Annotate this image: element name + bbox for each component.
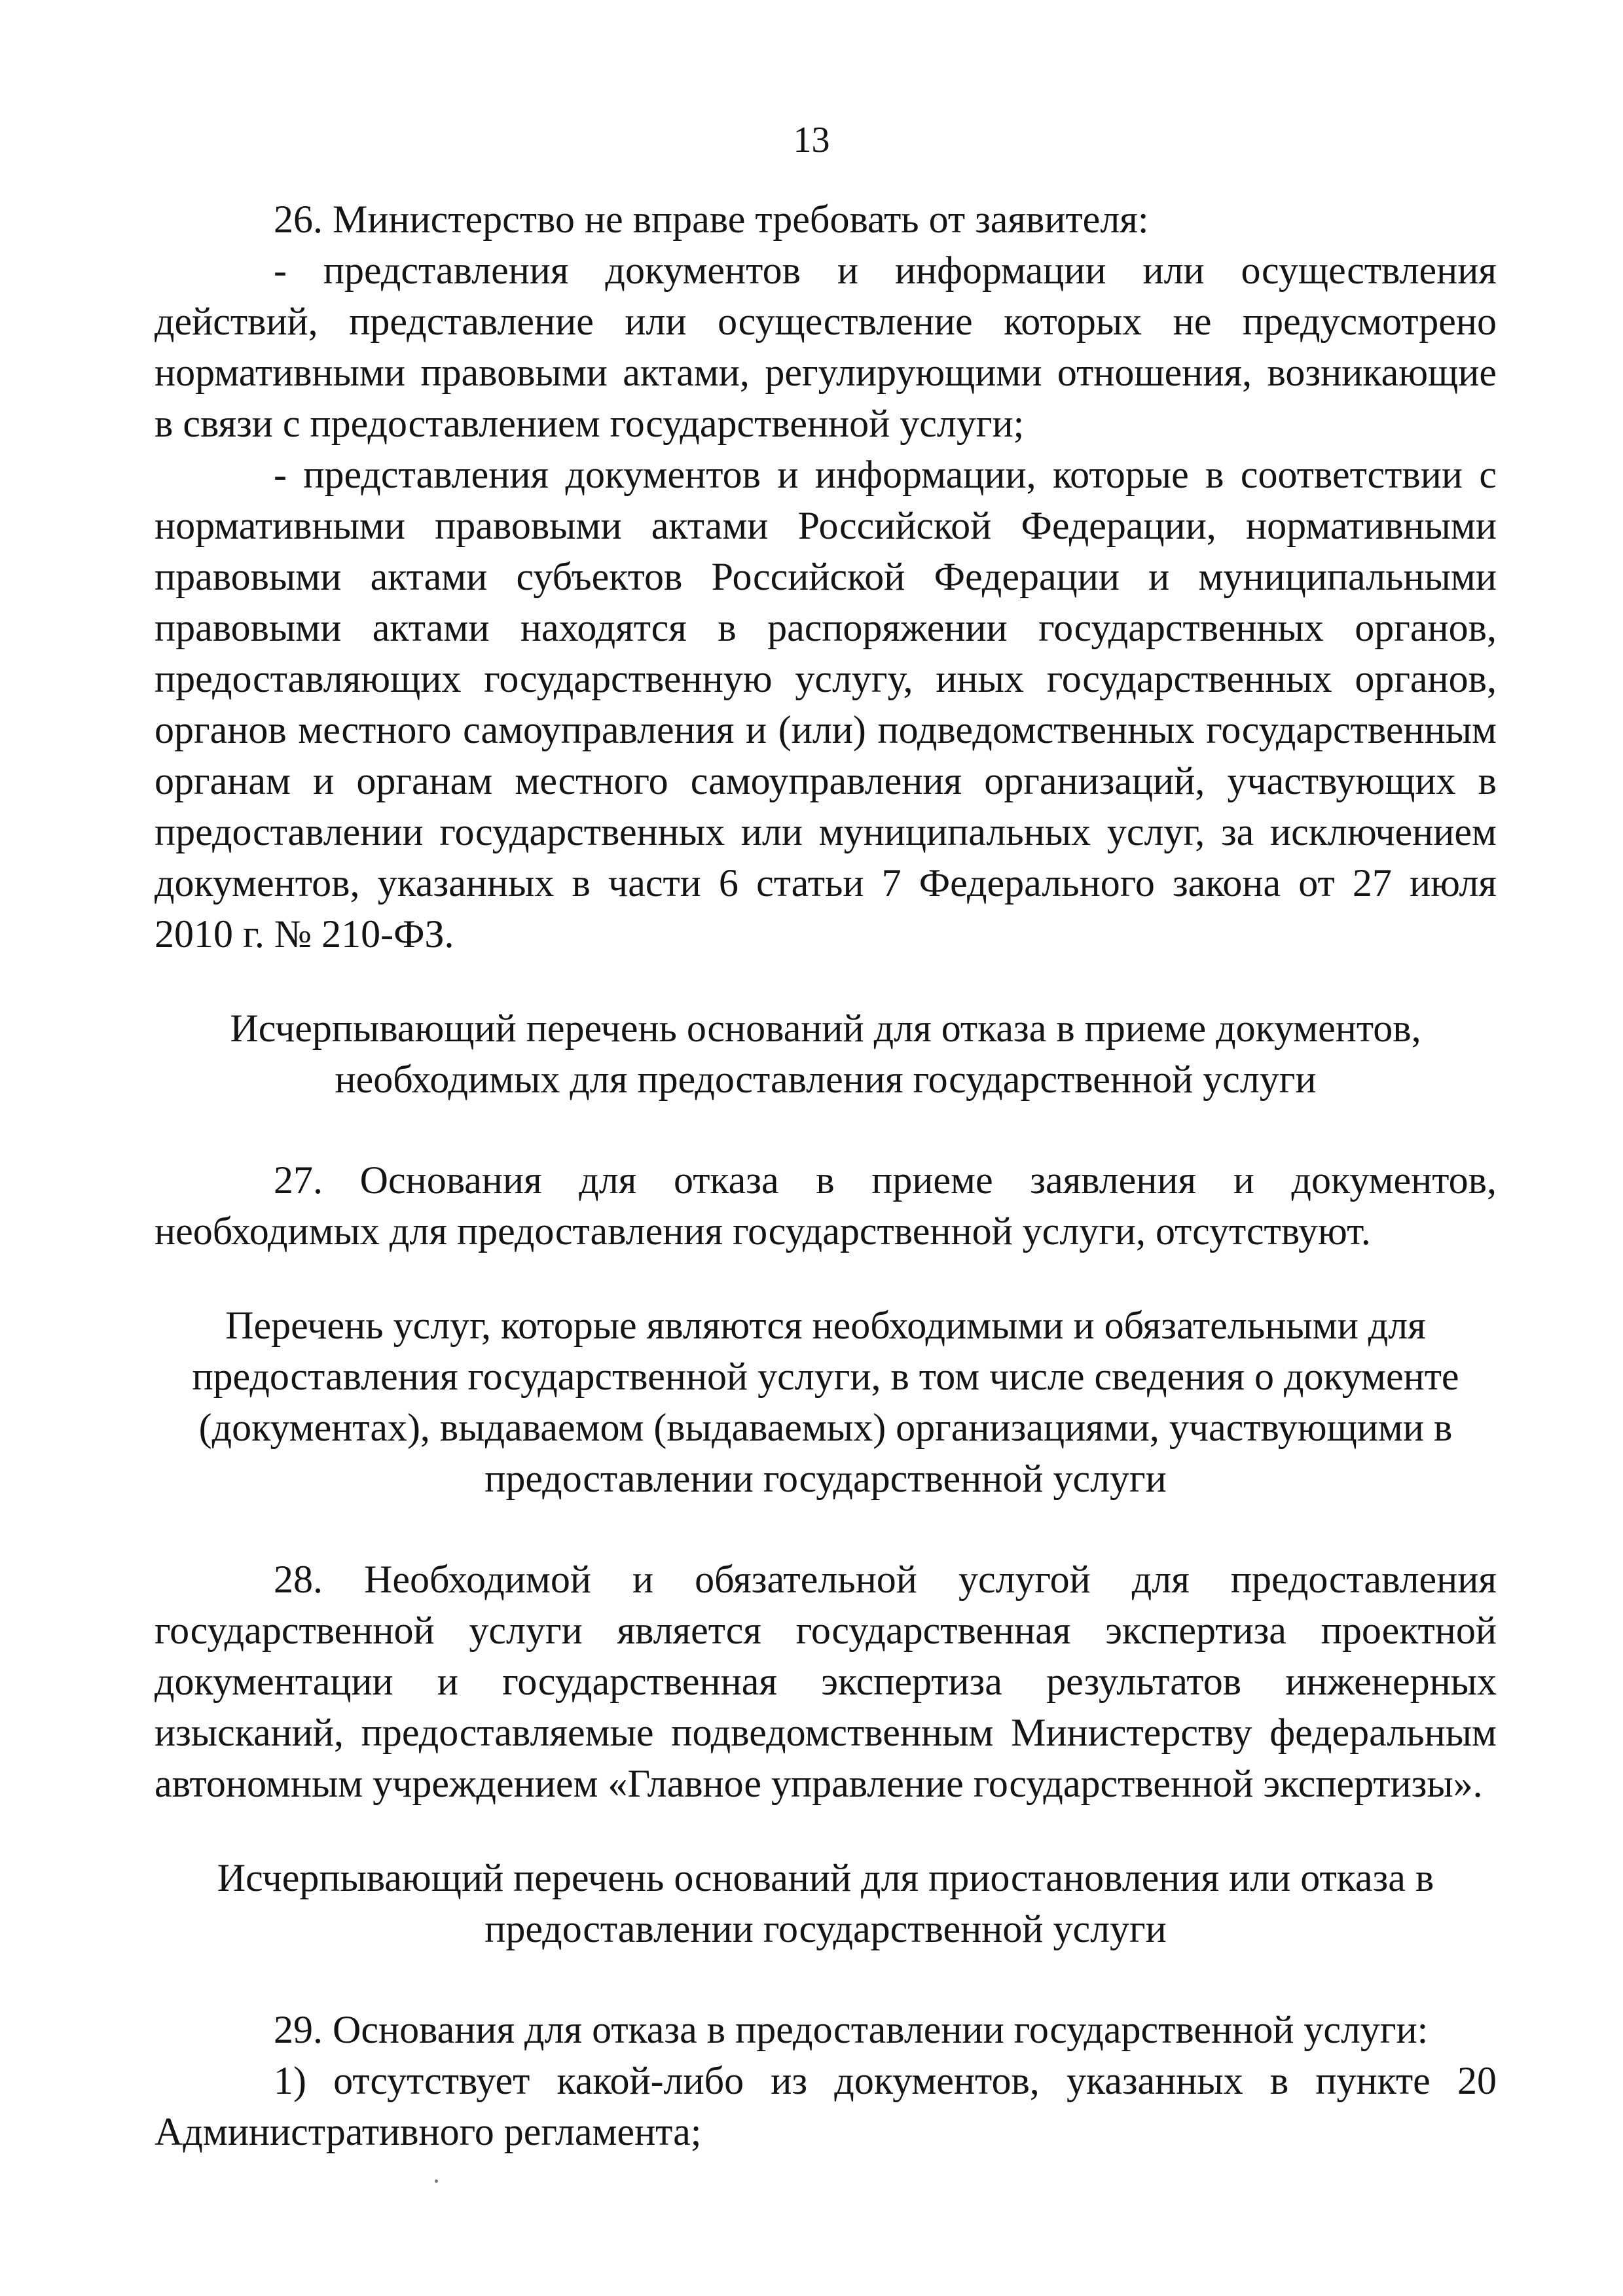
paragraph-27: 27. Основания для отказа в приеме заявления и документов, необходимых для предоставления государственной услуги, отсутствуют. [155, 1158, 1497, 1253]
document-body [155, 194, 1497, 2157]
paragraph-26-item-1: - представления документов и информации или осуществления действий, представление или осуществление которых не предусмотрено нормативными правовыми актами, регулирующими отношения, возникающие в связи с предоставлением государственной услуги; [155, 249, 1497, 445]
paragraph-29-item-1: 1) отсутствует какой-либо из документов, указанных в пункте 20 Административного регламента; [155, 2059, 1497, 2153]
paragraph-26-item-2: - представления документов и информации, которые в соответствии с нормативными правовыми актами Российской Федерации, нормативными правовыми актами субъектов Российской Федерации и муниципальными правовыми актами находятся в распоряжении государственных органов, предоставляющих государственную услугу, иных государственных органов, органов местного самоуправления и (или) подведомственных государственным органам и органам местного самоуправления организаций, участвующих в предоставлении государственных или муниципальных услуг, за исключением документов, указанных в части 6 статьи 7 Федерального закона от 27 июля 2010 г. № 210-ФЗ. [155, 453, 1497, 956]
section-heading-suspension-refusal: Исчерпывающий перечень оснований для приостановления или отказа в предоставлении государственной услуги [217, 1856, 1434, 1950]
paragraph-29: 29. Основания для отказа в предоставлении государственной услуги: [274, 2008, 1429, 2051]
page-number: 13 [793, 120, 830, 160]
paragraph-26: 26. Министерство не вправе требовать от заявителя: [274, 198, 1149, 241]
section-heading-refusal-acceptance: Исчерпывающий перечень оснований для отказа в приеме документов, необходимых для предоставления государственной услуги [230, 1007, 1421, 1101]
section-heading-required-services: Перечень услуг, которые являются необходимыми и обязательными для предоставления государственной услуги, в том числе сведения о документе (документах), выдаваемом (выдаваемых) организациями, участвующими в предоставлении государственной услуги [192, 1304, 1459, 1500]
scan-speck [435, 2179, 438, 2183]
paragraph-28: 28. Необходимой и обязательной услугой для предоставления государственной услуги является государственная экспертиза проектной документации и государственная экспертиза результатов инженерных изысканий, предоставляемые подведомственным Министерству федеральным автономным учреждением «Главное управление государственной экспертизы». [155, 1558, 1497, 1805]
